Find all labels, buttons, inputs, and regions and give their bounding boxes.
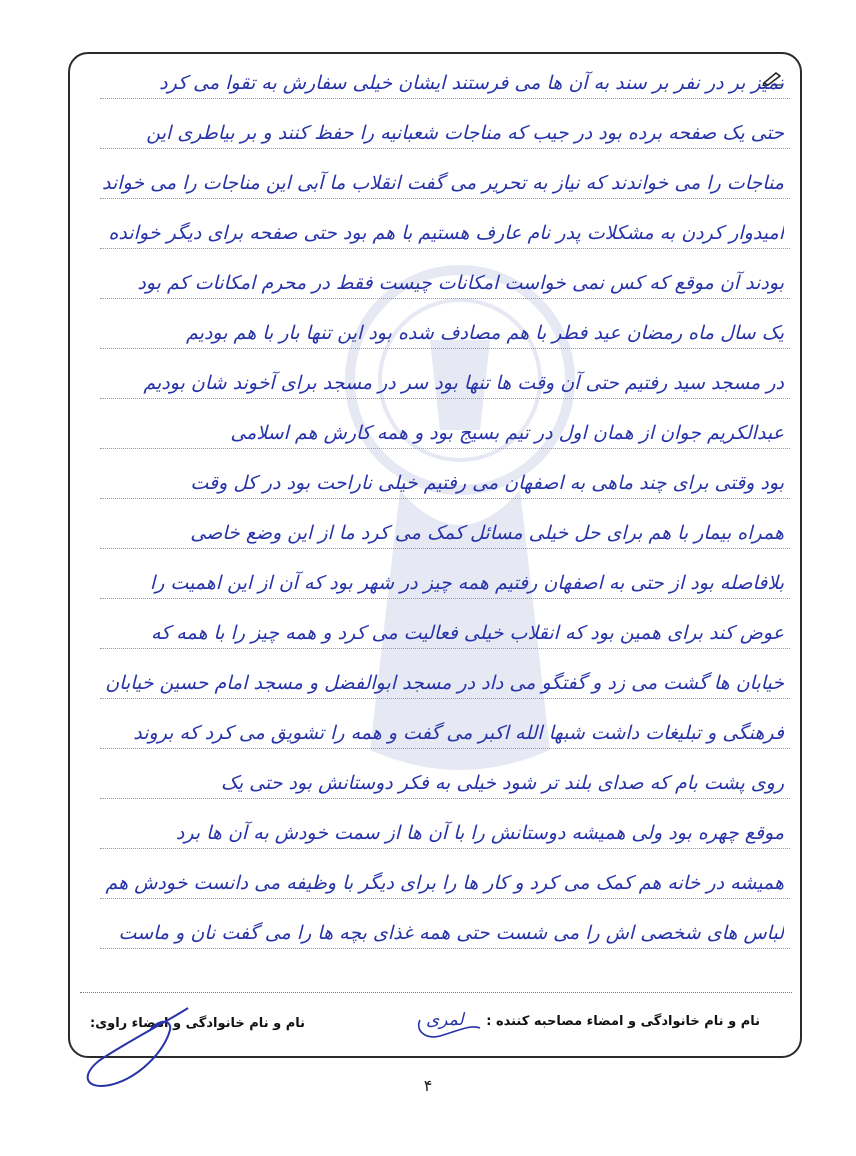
ruled-line [100, 748, 790, 749]
ruled-line [100, 398, 790, 399]
handwritten-line: موقع چهره بود ولی همیشه دوستانش را با آن ها از سمت خودش به آن ها برد [175, 822, 784, 844]
handwritten-line: در مسجد سید رفتیم حتی آن وقت ها تنها بود سر در مسجد برای آخوند شان بودیم [143, 372, 784, 394]
handwritten-line: یک سال ماه رمضان عید فطر با هم مصادف شده بود این تنها بار با هم بودیم [186, 322, 784, 344]
handwritten-line: حتی یک صفحه برده بود در جیب که مناجات شعبانیه را حفظ کنند و بر بیاطری این [146, 122, 784, 144]
handwritten-line: بودند آن موقع که کس نمی خواست امکانات چیست فقط در محرم امکانات کم بود [137, 272, 784, 294]
handwritten-line: بود وقتی برای چند ماهی به اصفهان می رفتیم خیلی ناراحت بود در کل وقت [190, 472, 784, 494]
ruled-line [100, 98, 790, 99]
footer-divider [80, 992, 792, 993]
ruled-line [100, 448, 790, 449]
handwritten-line: مناجات را می خواندند که نیاز به تحریر می گفت انقلاب ما آبی این مناجات را می خواند [102, 172, 784, 194]
ruled-line [100, 848, 790, 849]
interviewer-signature-label: نام و نام خانوادگی و امضاء مصاحبه کننده : [486, 1014, 760, 1029]
ruled-line [100, 498, 790, 499]
ruled-line [100, 148, 790, 149]
handwritten-line: عبدالکریم جوان از همان اول در تیم بسیج بود و همه کارش هم اسلامی [230, 422, 784, 444]
ruled-line [100, 898, 790, 899]
ruled-line [100, 298, 790, 299]
handwritten-line: فرهنگی و تبلیغات داشت شبها الله اکبر می گفت و همه را تشویق می کرد که بروند [133, 722, 784, 744]
handwritten-line: لباس های شخصی اش را می شست حتی همه غذای بچه ها را می گفت نان و ماست [118, 922, 784, 944]
handwriting-area [78, 64, 792, 994]
handwritten-line: تمیز بر در نفر بر سند به آن ها می فرستند ایشان خیلی سفارش به تقوا می کرد [159, 72, 784, 94]
ruled-line [100, 348, 790, 349]
ruled-line [100, 198, 790, 199]
handwritten-line: روی پشت بام که صدای بلند تر شود خیلی به فکر دوستانش بود حتی یک [220, 772, 784, 794]
ruled-line [100, 548, 790, 549]
narrator-signature-label: نام و نام خانوادگی و امضاء راوی: [90, 1016, 305, 1031]
handwritten-line: عوض کند برای همین بود که انقلاب خیلی فعالیت می کرد و همه چیز را با همه که [151, 622, 784, 644]
ruled-line [100, 598, 790, 599]
ruled-line [100, 248, 790, 249]
handwritten-line: همیشه در خانه هم کمک می کرد و کار ها را برای دیگر با وظیفه می دانست خودش هم [105, 872, 784, 894]
ruled-line [100, 948, 790, 949]
ruled-line [100, 648, 790, 649]
interviewer-signature: لمری [426, 1010, 464, 1030]
handwritten-line: خیابان ها گشت می زد و گفتگو می داد در مسجد ابوالفضل و مسجد امام حسین خیابان [105, 672, 784, 694]
handwritten-line: بلافاصله بود از حتی به اصفهان رفتیم همه چیز در شهر بود که آن از این اهمیت را [149, 572, 784, 594]
ruled-line [100, 798, 790, 799]
handwritten-line: امیدوار کردن به مشکلات پدر نام عارف هستیم با هم بود حتی صفحه برای دیگر خوانده [108, 222, 784, 244]
ruled-line [100, 698, 790, 699]
handwritten-line: همراه بیمار با هم برای حل خیلی مسائل کمک می کرد ما از این وضع خاصی [190, 522, 784, 544]
page-number: ۴ [423, 1076, 433, 1095]
